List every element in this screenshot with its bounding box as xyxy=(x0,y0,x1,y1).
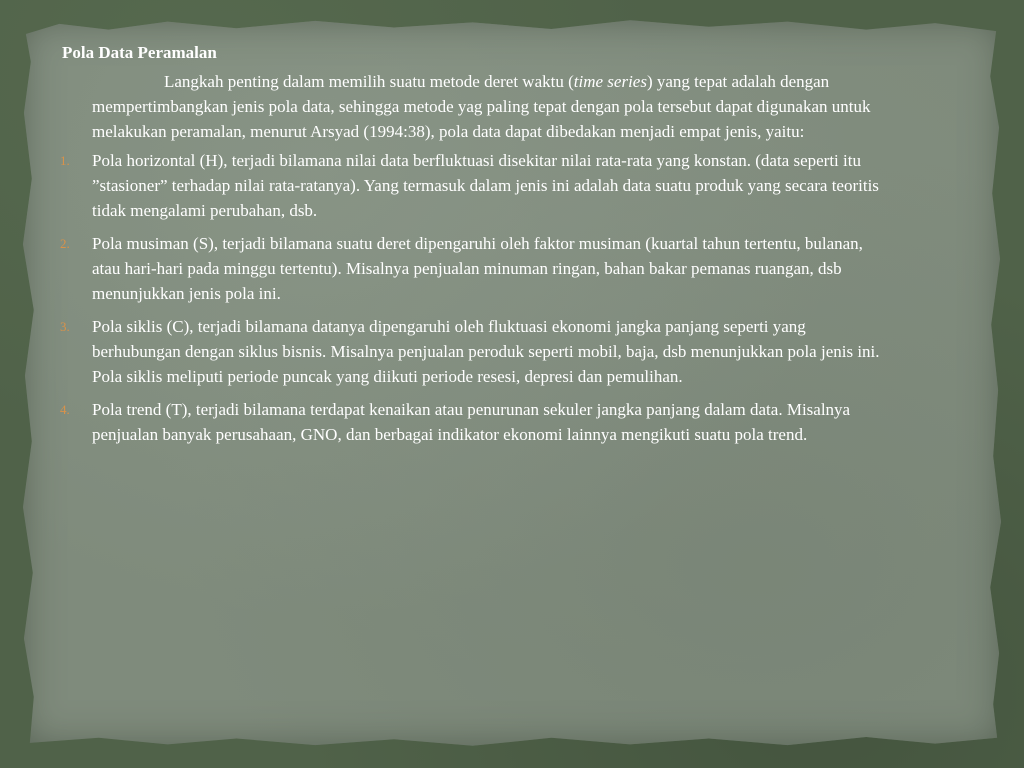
intro-text-end: ) yang tepat adalah dengan mempertimbangkan jenis pola data, sehingga metode yag paling tepat dengan pola tersebut dapat digunakan untuk melakukan peramalan, menurut Arsyad (1994:38), pola data dapat dibedakan menjadi empat jenis, yaitu: xyxy=(92,72,871,141)
intro-text-start: Langkah penting dalam memilih suatu metode deret waktu ( xyxy=(164,72,574,91)
list-item xyxy=(60,397,890,447)
list-item xyxy=(60,231,890,306)
pattern-list xyxy=(60,148,890,447)
list-item-text: Pola trend (T), terjadi bilamana terdapat kenaikan atau penurunan sekuler jangka panjang dalam data. Misalnya penjualan banyak perusahaan, GNO, dan berbagai indikator ekonomi lainnya mengikuti suatu pola trend. xyxy=(92,400,851,444)
list-item xyxy=(60,148,890,223)
list-item xyxy=(60,314,890,389)
list-item-text: Pola musiman (S), terjadi bilamana suatu deret dipengaruhi oleh faktor musiman (kuartal tahun tertentu, bulanan, atau hari-hari pada minggu tertentu). Misalnya penjualan minuman ringan, bahan bakar pemanas ruangan, dsb menunjukkan jenis pola ini. xyxy=(92,234,863,303)
list-item-text: Pola siklis (C), terjadi bilamana datanya dipengaruhi oleh fluktuasi ekonomi jangka panjang seperti yang berhubungan dengan siklus bisnis. Misalnya penjualan peroduk seperti mobil, baja, dsb menunjukkan pola jenis ini. Pola siklis meliputi periode puncak yang diikuti periode resesi, depresi dan pemulihan. xyxy=(92,317,880,386)
slide-content xyxy=(60,40,890,455)
intro-italic-term: time series xyxy=(573,72,647,91)
slide-heading: Pola Data Peramalan xyxy=(62,43,217,62)
list-item-number: 1. xyxy=(60,153,70,168)
list-item-number: 3. xyxy=(60,319,70,334)
list-item-number: 4. xyxy=(60,402,70,417)
list-item-number: 2. xyxy=(60,236,70,251)
intro-paragraph xyxy=(92,69,890,144)
list-item-text: Pola horizontal (H), terjadi bilamana nilai data berfluktuasi disekitar nilai rata-rata yang konstan. (data seperti itu ”stasioner” terhadap nilai rata-ratanya). Yang termasuk dalam jenis ini adalah data suatu produk yang secara teoritis tidak mengalami perubahan, dsb. xyxy=(92,151,879,220)
